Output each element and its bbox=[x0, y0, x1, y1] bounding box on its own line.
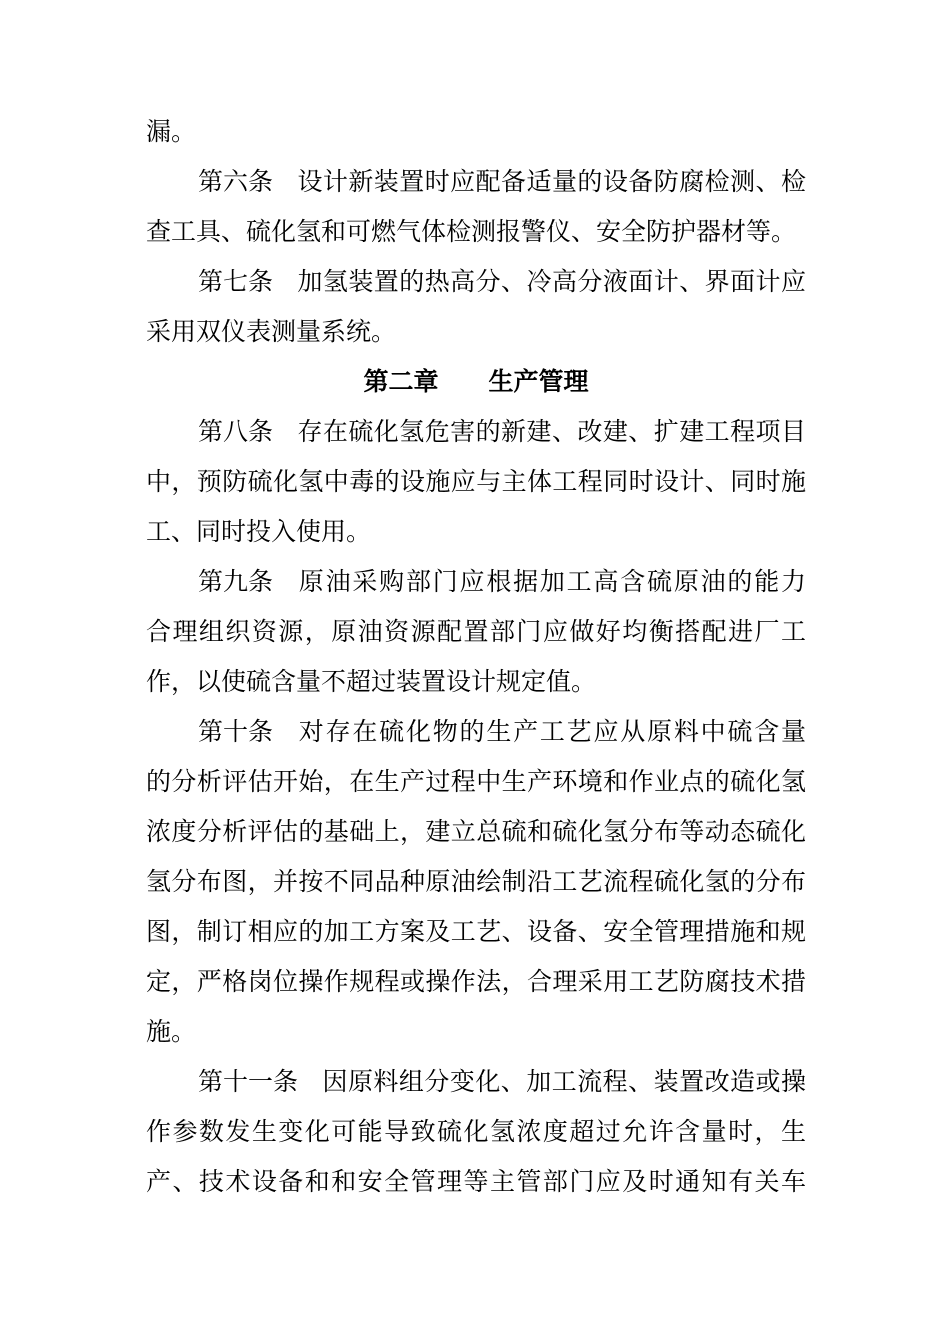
article-11-line bbox=[198, 1062, 806, 1102]
paragraph-line: 作参数发生变化可能导致硫化氢浓度超过允许含量时，生 bbox=[146, 1117, 806, 1146]
paragraph-line: 作，以使硫含量不超过装置设计规定值。 bbox=[146, 667, 597, 696]
article-7-line bbox=[198, 262, 806, 302]
article-text: 因原料组分变化、加工流程、装置改造或操 bbox=[322, 1067, 806, 1096]
article-label: 第八条 bbox=[198, 417, 274, 446]
paragraph-line: 定，严格岗位操作规程或操作法，合理采用工艺防腐技术措 bbox=[146, 967, 806, 996]
article-8-line bbox=[198, 412, 806, 452]
article-text: 存在硫化氢危害的新建、改建、扩建工程项目 bbox=[297, 417, 806, 446]
paragraph-line: 漏。 bbox=[146, 117, 197, 146]
article-text: 原油采购部门应根据加工高含硫原油的能力 bbox=[297, 567, 806, 596]
chapter-heading: 第二章 生产管理 bbox=[363, 367, 589, 396]
paragraph-line: 采用双仪表测量系统。 bbox=[146, 317, 397, 346]
paragraph-line: 氢分布图，并按不同品种原油绘制沿工艺流程硫化氢的分布 bbox=[146, 867, 806, 896]
article-text: 对存在硫化物的生产工艺应从原料中硫含量 bbox=[297, 717, 806, 746]
paragraph-line: 施。 bbox=[146, 1017, 197, 1046]
article-label: 第九条 bbox=[198, 567, 274, 596]
article-9-line bbox=[198, 562, 806, 602]
paragraph-line: 的分析评估开始，在生产过程中生产环境和作业点的硫化氢 bbox=[146, 767, 806, 796]
article-10-line bbox=[198, 712, 806, 752]
article-text: 加氢装置的热高分、冷高分液面计、界面计应 bbox=[297, 267, 806, 296]
paragraph-line: 查工具、硫化氢和可燃气体检测报警仪、安全防护器材等。 bbox=[146, 217, 797, 246]
paragraph-line: 工、同时投入使用。 bbox=[146, 517, 372, 546]
paragraph-line: 浓度分析评估的基础上，建立总硫和硫化氢分布等动态硫化 bbox=[146, 817, 806, 846]
article-label: 第十条 bbox=[198, 717, 274, 746]
paragraph-line: 合理组织资源，原油资源配置部门应做好均衡搭配进厂工 bbox=[146, 617, 806, 646]
paragraph-line: 产、技术设备和和安全管理等主管部门应及时通知有关车 bbox=[146, 1167, 806, 1196]
article-6-line bbox=[198, 162, 806, 202]
article-label: 第十一条 bbox=[198, 1067, 299, 1096]
paragraph-line: 图，制订相应的加工方案及工艺、设备、安全管理措施和规 bbox=[146, 917, 806, 946]
article-text: 设计新装置时应配备适量的设备防腐检测、检 bbox=[297, 167, 806, 196]
article-label: 第六条 bbox=[198, 167, 274, 196]
paragraph-line: 中，预防硫化氢中毒的设施应与主体工程同时设计、同时施 bbox=[146, 467, 806, 496]
article-label: 第七条 bbox=[198, 267, 274, 296]
